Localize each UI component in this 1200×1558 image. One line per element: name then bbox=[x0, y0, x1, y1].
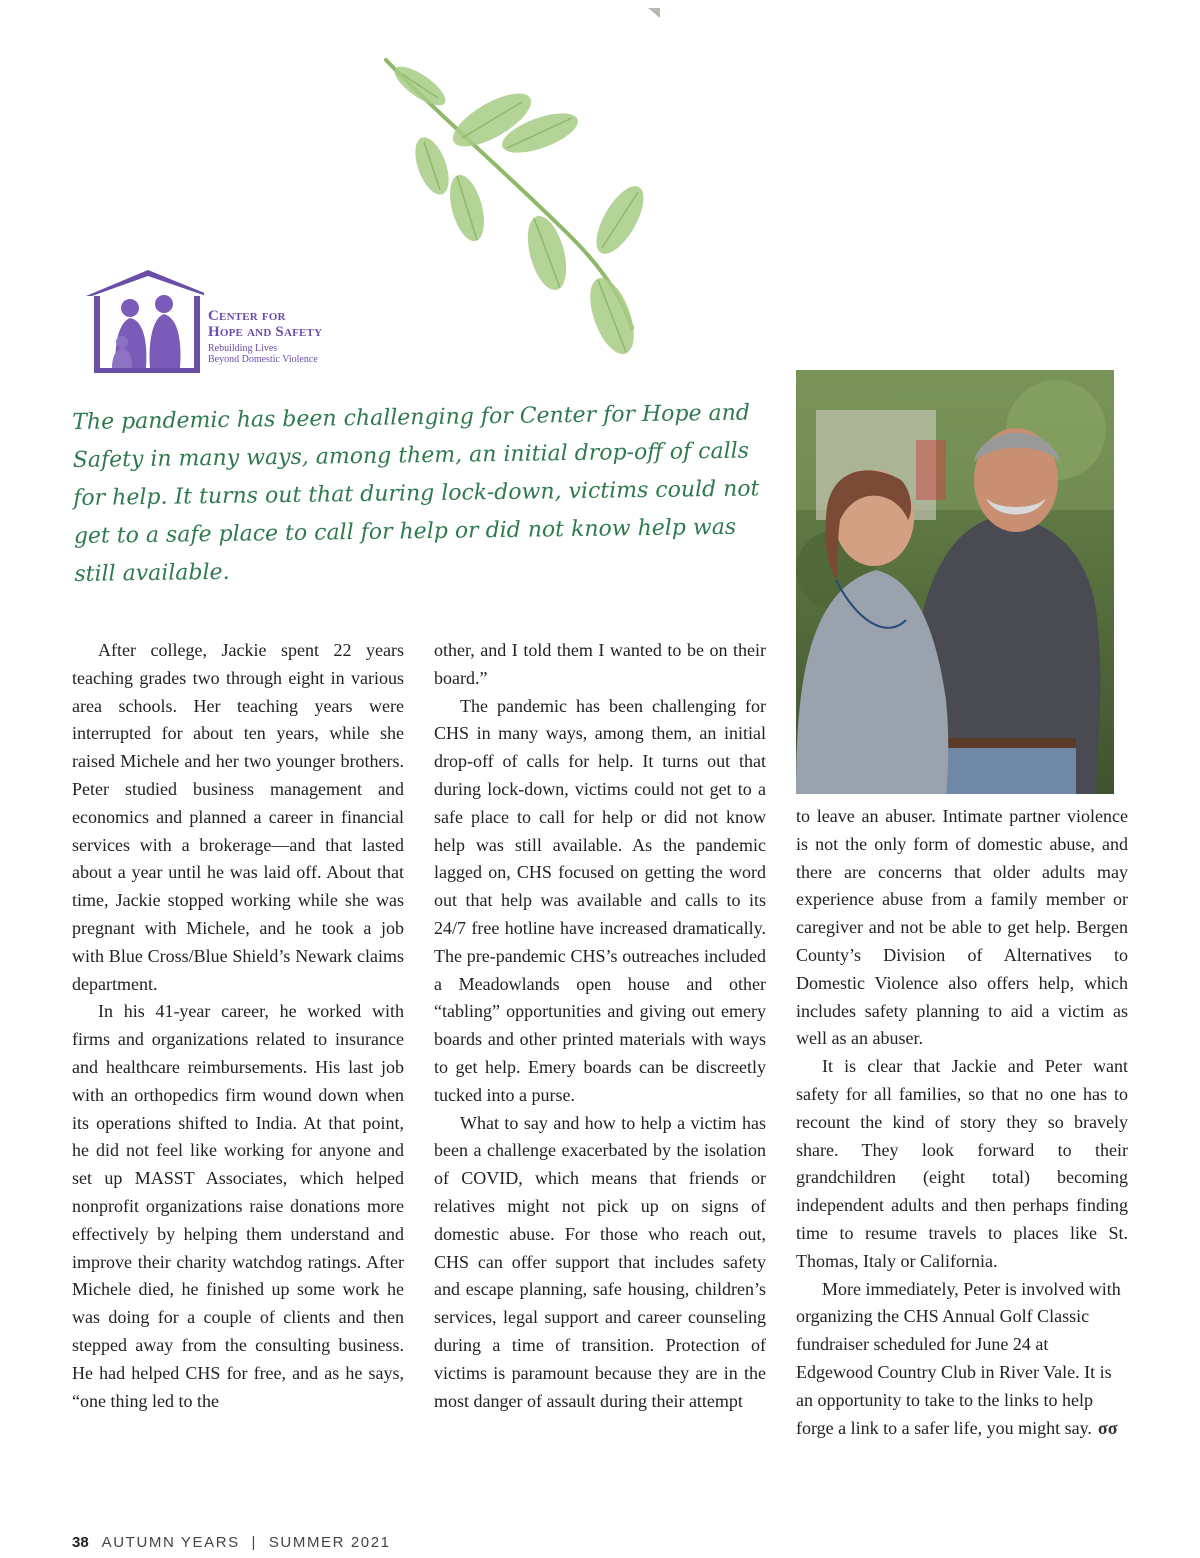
paragraph bbox=[796, 1276, 1128, 1443]
logo-tagline bbox=[208, 343, 318, 365]
end-of-article-icon: σσ bbox=[1097, 1417, 1118, 1438]
article-column-2 bbox=[434, 637, 766, 1415]
paragraph: What to say and how to help a victim has been a challenge exacerbated by the isolation of COVID, which means that friends or relatives might not pick up on signs of domestic abuse. For those who reach out, CHS can offer support that includes safety and escape planning, safe housing, children’s services, legal support and career counseling during a time of transition. Protection of victims is paramount because they are in the most danger of assault during their attempt bbox=[434, 1112, 766, 1411]
paragraph: other, and I told them I wanted to be on their board.” bbox=[434, 640, 766, 688]
paragraph: In his 41-year career, he worked with firms and organizations related to insurance and healthcare reimbursements. His last job with an orthopedics firm wound down when its operations shifted to India. At that point, he did not feel like working for anyone and set up MASST Associates, which helped nonprofit organizations raise donations more effectively by helping them understand and improve their charity watchdog ratings. After Michele died, he finished up some work he was doing for a couple of clients and then stepped away from the consulting business. He had helped CHS for free, and as he says, “one thing led to the bbox=[72, 1001, 404, 1411]
article-column-3 bbox=[796, 803, 1128, 1442]
paragraph: to leave an abuser. Intimate partner violence is not the only form of domestic abuse, and there are concerns that older adults may experience abuse from a family member or caregiver and not be able to get help. Bergen County’s Division of Alternatives to Domestic Violence also offers help, which includes safety planning to aid a victim as well as an abuser. bbox=[796, 806, 1128, 1049]
pull-quote: The pandemic has been challenging for Center for Hope and Safety in many ways, among them, an initial drop-off of calls for help. It turns out that during lock-down, victims could not get to a safe place to call for help or did not know help was still available. bbox=[72, 400, 760, 587]
article-column-1 bbox=[72, 637, 404, 1415]
page-footer bbox=[72, 1534, 391, 1551]
leaf-branch-illustration bbox=[372, 8, 660, 396]
center-for-hope-and-safety-logo bbox=[84, 268, 374, 380]
issue-date: SUMMER 2021 bbox=[268, 1534, 391, 1551]
paragraph: After college, Jackie spent 22 years teaching grades two through eight in various area schools. Her teaching years were interrupted for about ten years, while she raised Michele and her two younger brothers. Peter studied business management and economics and planned a career in financial services with a brokerage—and that lasted about a year until he was laid off. About that time, Jackie stopped working while she was pregnant with Michele, and he took a job with Blue Cross/Blue Shield’s Newark claims department. bbox=[72, 640, 404, 994]
logo-tagline-line1: Rebuilding Lives bbox=[208, 343, 278, 354]
footer-separator: | bbox=[251, 1534, 258, 1551]
paragraph: It is clear that Jackie and Peter want safety for all families, so that no one has to recount the kind of story they so bravely share. They look forward to their grandchildren (eight total) becoming independent adults and then perhaps finding time to resume travels to places like St. Thomas, Italy or California. bbox=[796, 1056, 1128, 1271]
page-number: 38 bbox=[72, 1534, 89, 1551]
paragraph: The pandemic has been challenging for CHS in many ways, among them, an initial drop-off of calls for help. It turns out that during lock-down, victims could not get to a safe place to call for help or did not know help was still available. As the pandemic lagged on, CHS focused on getting the word out that help was available and calls to its 24/7 free hotline have increased dramatically. The pre-pandemic CHS’s outreaches included a Meadowlands open house and other “tabling” opportunities and giving out emery boards and other printed materials with ways to get help. Emery boards can be discreetly tucked into a purse. bbox=[434, 695, 766, 1105]
logo-tagline-line2: Beyond Domestic Violence bbox=[208, 354, 318, 365]
couple-photo bbox=[796, 370, 1114, 794]
logo-organization-name bbox=[208, 308, 322, 340]
logo-name-line1: Center for bbox=[208, 308, 286, 324]
publication-name: AUTUMN YEARS bbox=[101, 1534, 240, 1551]
paragraph-text: More immediately, Peter is involved with organizing the CHS Annual Golf Classic fundraiser scheduled for June 24 at Edgewood Country Club in River Vale. It is an opportunity to take to the links to help forge a link to a safer life, you might say. bbox=[796, 1278, 1121, 1438]
house-family-logo-icon bbox=[84, 268, 204, 380]
logo-name-line2: Hope and Safety bbox=[208, 324, 323, 340]
